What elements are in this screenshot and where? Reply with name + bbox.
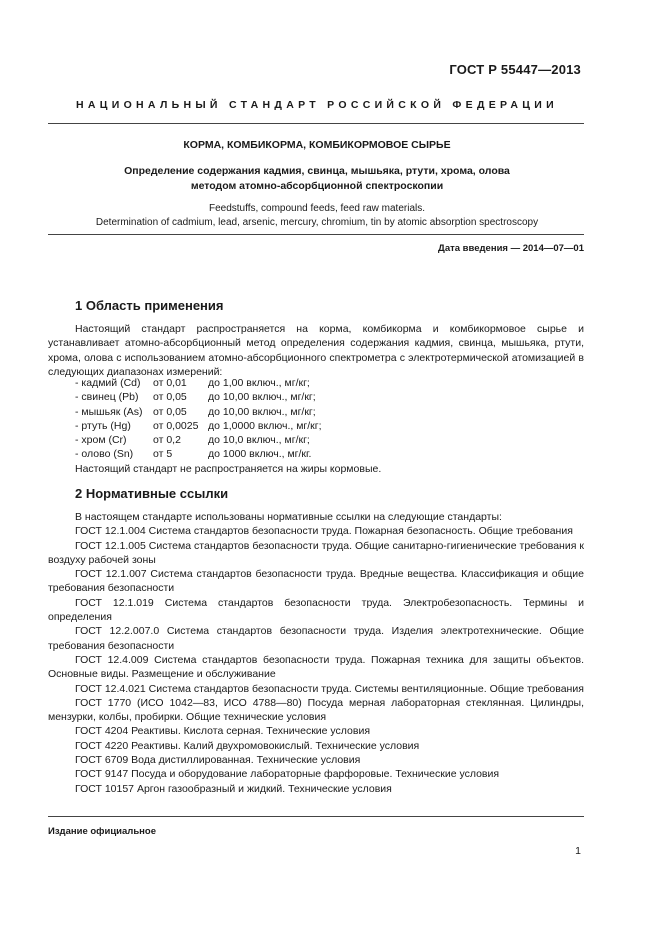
reference-item: ГОСТ 4220 Реактивы. Калий двухромовокислый. Технические условия [75, 739, 420, 752]
range-to: до 1,0000 включ., мг/кг; [208, 419, 322, 432]
range-element: - мышьяк (As) [75, 405, 143, 418]
range-to: до 10,00 включ., мг/кг; [208, 405, 316, 418]
range-row [75, 433, 375, 447]
divider [48, 234, 584, 235]
range-from: от 0,2 [153, 434, 181, 447]
reference-item: ГОСТ 12.2.007.0 Система стандартов безопасности труда. Изделия электротехнические. Общие требования безопасности [48, 625, 584, 652]
section-1-note: Настоящий стандарт не распространяется на жиры кормовые. [75, 463, 382, 475]
reference-item: ГОСТ 12.1.004 Система стандартов безопасности труда. Пожарная безопасность. Общие требования [75, 525, 573, 538]
range-row [75, 447, 375, 461]
official-edition-label: Издание официальное [48, 826, 156, 837]
subtitle-line: методом атомно-абсорбционной спектроскопии [190, 179, 444, 192]
reference-item: ГОСТ 9147 Посуда и оборудование лабораторные фарфоровые. Технические условия [75, 768, 500, 781]
english-title [48, 202, 586, 230]
range-row [75, 419, 375, 433]
section-1-heading: 1 Область применения [75, 298, 224, 313]
range-element: - кадмий (Cd) [75, 377, 141, 389]
reference-item: ГОСТ 12.4.021 Система стандартов безопасности труда. Системы вентиляционные. Общие требования [75, 682, 584, 695]
range-element: - свинец (Pb) [75, 391, 139, 404]
reference-item: ГОСТ 6709 Вода дистиллированная. Технические условия [75, 754, 361, 767]
range-row [75, 405, 375, 419]
section-2-heading: 2 Нормативные ссылки [75, 486, 229, 501]
document-title: КОРМА, КОМБИКОРМА, КОМБИКОРМОВОЕ СЫРЬЕ [183, 139, 451, 151]
section-1-intro-text: Настоящий стандарт распространяется на корма, комбикорма и комбикормовое сырье и устанавливает атомно-абсорбционный метод определения содержания кадмия, свинца, мышьяка, ртути, хрома, олова с использованием атомно-абсорбционного спектрометра с электротермической атомизацией в следующих диапазонах измерений: [48, 323, 584, 378]
range-to: до 1,00 включ., мг/кг; [208, 377, 310, 389]
range-to: до 1000 включ., мг/кг. [208, 448, 312, 461]
reference-item: ГОСТ 12.4.009 Система стандартов безопасности труда. Пожарная техника для защиты объектов. Основные виды. Размещение и обслуживание [48, 653, 584, 681]
normative-references [48, 510, 584, 796]
divider [48, 816, 584, 817]
section-1-intro [48, 322, 584, 379]
divider [48, 123, 584, 124]
reference-item: ГОСТ 1770 (ИСО 1042—83, ИСО 4788—80) Посуда мерная лабораторная стеклянная. Цилиндры, мензурки, колбы, пробирки. Общие технические условия [48, 696, 584, 724]
range-row [75, 390, 375, 404]
reference-item: ГОСТ 12.1.007 Система стандартов безопасности труда. Вредные вещества. Классификация и общие требования безопасности [48, 568, 584, 595]
range-from: от 0,05 [153, 391, 187, 404]
reference-item: ГОСТ 10157 Аргон газообразный и жидкий. Технические условия [75, 782, 392, 795]
reference-item: ГОСТ 4204 Реактивы. Кислота серная. Технические условия [75, 725, 371, 738]
range-from: от 5 [153, 448, 173, 461]
effective-date: Дата введения — 2014—07—01 [438, 243, 584, 254]
range-element: - хром (Cr) [75, 434, 127, 447]
range-from: от 0,01 [153, 377, 187, 389]
range-row [75, 376, 375, 390]
measurement-ranges [75, 376, 375, 462]
document-subtitle [48, 164, 586, 193]
range-from: от 0,0025 [153, 419, 199, 432]
reference-item: ГОСТ 12.1.005 Система стандартов безопасности труда. Общие санитарно-гигиенические требования к воздуху рабочей зоны [48, 539, 584, 566]
subtitle-line: Определение содержания кадмия, свинца, мышьяка, ртути, хрома, олова [124, 165, 510, 177]
range-to: до 10,00 включ., мг/кг; [208, 391, 316, 404]
range-to: до 10,0 включ., мг/кг; [208, 434, 310, 447]
page-number: 1 [575, 845, 581, 857]
reference-item: ГОСТ 12.1.019 Система стандартов безопасности труда. Электробезопасность. Термины и определения [48, 596, 584, 624]
section-2-intro: В настоящем стандарте использованы нормативные ссылки на следующие стандарты: [75, 511, 502, 523]
range-element: - ртуть (Hg) [75, 419, 131, 432]
english-title-line: Determination of cadmium, lead, arsenic, mercury, chromium, tin by atomic absorption spectroscopy [95, 217, 539, 228]
standard-number: ГОСТ Р 55447—2013 [449, 62, 581, 77]
range-element: - олово (Sn) [75, 448, 134, 461]
english-title-line: Feedstuffs, compound feeds, feed raw materials. [208, 203, 426, 214]
range-from: от 0,05 [153, 405, 187, 418]
national-standard-heading: НАЦИОНАЛЬНЫЙ СТАНДАРТ РОССИЙСКОЙ ФЕДЕРАЦИИ [76, 99, 558, 111]
